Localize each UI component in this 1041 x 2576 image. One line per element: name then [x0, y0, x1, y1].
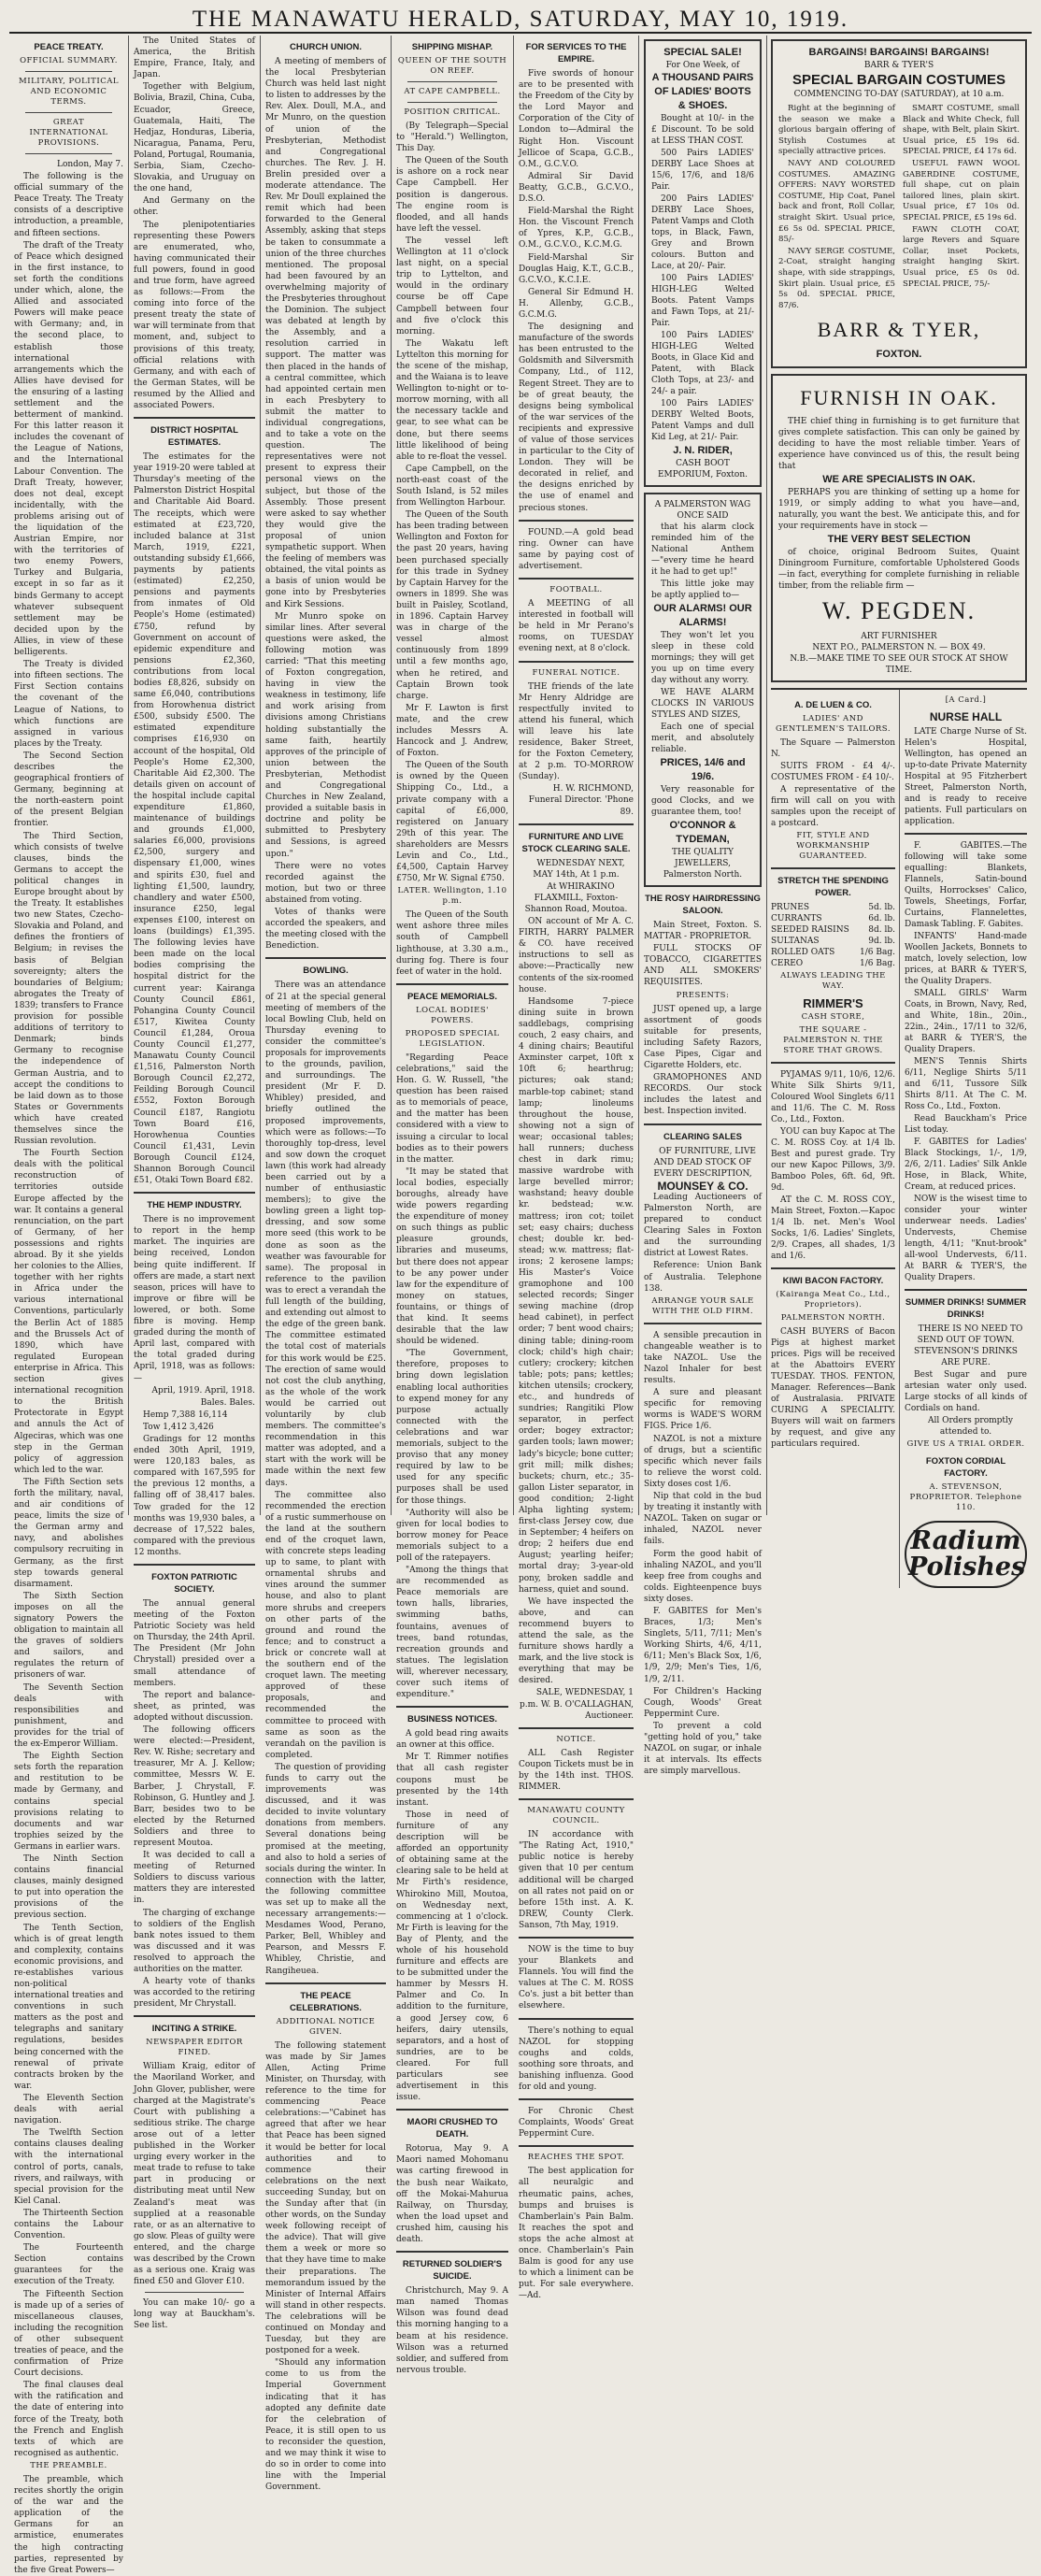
classified-notice: ALL Cash Register Coupon Tickets must be in by the 14th inst. THOS. RIMMER. [519, 1748, 634, 1793]
paragraph: Field-Marshal Sir Douglas Haig, K.T., G.C.B., G.C.V.O., K.C.I.E. [519, 252, 634, 285]
small-ads-left [771, 690, 899, 1588]
signature: SALE, WEDNESDAY, 1 p.m. W. B. O'CALLAGHAN, Auctioneer. [519, 1688, 634, 1721]
divider [134, 417, 255, 419]
ad-headline: NURSE HALL [929, 710, 1003, 724]
paragraph: General Sir Edmund H. H. Allenby, G.C.B., G.C.M.G. [519, 287, 634, 320]
signature: H. W. RICHMOND, Funeral Director. 'Phone 89. [528, 784, 634, 817]
ad-text: 500 Pairs LADIES' DERBY Lace Shoes at 15/6, 17/6, and 18/6 Pair. [651, 149, 754, 192]
paragraph: You can make 10/- go a long way at Bauckham's. See list. [134, 2298, 255, 2331]
article-subhead: LATER. Wellington, 1.10 p.m. [397, 886, 507, 907]
ad-text: This little joke may be aptly applied to— [651, 580, 754, 600]
ad-text: LATE Charge Nurse of St. Helen's Hospital, Wellington, has opened an up-to-date Private Maternity Hospital at 95 Fitzherbert Street, Palmerston North, and is ready to receive patients. Full particulars on application. [905, 727, 1027, 827]
ad-headline: RIMMER'S [803, 996, 863, 1011]
ad-text: They won't let you sleep in these cold mornings; they will get you up on time every day without any worry. [651, 631, 754, 685]
paragraph: Mr Munro spoke on similar lines. After several questions were asked, the following motion was carried: "That this meeting of Foxton congregation, having in view the weakness in testimony, life and work arising from divisions among Christians holding substantially the same faith, heartily approves of the principle of union between the Presbyterian, Methodist and Congregational Churches in New Zealand, provided a suitable basis in doctrine and polity be submitted to Presbytery and Sessions, is agreed upon." [265, 611, 386, 859]
masthead: THE MANAWATU HERALD, SATURDAY, MAY 10, 1919. [9, 6, 1032, 34]
column-five [514, 36, 639, 2301]
column-six [639, 36, 767, 1777]
article-subhead: OFFICIAL SUMMARY. [20, 56, 118, 65]
classified-notice: The best application for all neuralgic and rheumatic pains, aches, bumps and bruises is Chamberlain's Pain Balm. It reaches the spot and stops the ache almost at once. Chamberlain's Pain Balm is good for any use to which a liniment can be put. For sale everywhere.—Ad. [519, 2167, 634, 2301]
divider [407, 81, 497, 82]
paragraph: The Eighth Section sets forth the reparation and restitution to be made by Germany, and contains special provisions relating to documents and war trophies seized by the Germans in earlier wars. [14, 1752, 123, 1852]
ad-subhead: THE SQUARE - PALMERSTON N. THE STORE THAT GROWS. [783, 1025, 883, 1056]
ad-headline: FOXTON CORDIAL FACTORY. [925, 1456, 1006, 1480]
price-item: CURRANTS [771, 914, 822, 924]
article-subhead: PROPOSED SPECIAL LEGISLATION. [405, 1028, 500, 1049]
ad-text: Bought at 10/- in the £ Discount. To be sold at LESS THAN COST. [651, 114, 754, 146]
divider [519, 578, 634, 580]
column-container [9, 36, 1032, 2575]
price-row [771, 913, 895, 924]
paragraph: William Kraig, editor of the Maoriland Worker, and John Glover, publisher, were charged at the Magistrate's Court with publishing a seditious strike. The charge arose out of a letter published in the Worker urging every worker in the meat trade to refuse to take part in producing or distributing meat until New Zealand's meat was supplied at a reasonable rate, or as an alternative to go slow. Pleas of guilty were entered, and the charge was described by the Crown as a serious one. Kraig was fined £50 and Glover £10. [134, 2062, 255, 2287]
ad-subhead: [A Card.] [945, 695, 987, 706]
column-advertisements [767, 36, 1032, 1582]
price-row [771, 958, 895, 969]
advertisement-furnish-in-oak [771, 374, 1027, 682]
paragraph: Cape Campbell, on the north-east coast of the South Island, is 52 miles from Wellington Harbour. [396, 464, 508, 508]
ad-title: OUR ALARMS! OUR ALARMS! [653, 603, 752, 628]
ad-text: THE chief thing in furnishing is to get furniture that gives complete satisfaction. This can only be gained by deciding to have the most reliable timber. Years of experience have convinced us of this, the result being that [778, 417, 1020, 472]
paragraph: "Authority will also be given for local bodies to borrow money for Peace memorials subject to a poll of the ratepayers. [396, 1508, 508, 1563]
price-item: PRUNES [771, 903, 810, 913]
paragraph: The Fourth Section deals with the political reconstruction of territories outside Europe affected by the war. It contains a general renunciation, on the part of Germany, of her possessions and rights abroad. By it she yields her colonies to the Allies, together with her rights in Africa under the various international Conventions, particularly the Berlin Act of 1885 and the Brussels Act of 1890, which have regulated European enterprise in Africa. This section gives international recognition to the British Protectorate in Egypt and annuls the Act of Algeciras, which was one step in the German policy of aggression which led to the war. [14, 1149, 123, 1475]
paragraph: The Sixth Section imposes on all the signatory Powers the obligation to maintain all the graves of soldiers and sailors, and regulates the return of prisoners of war. [14, 1591, 123, 1681]
ad-town: FOXTON. [876, 349, 922, 361]
article-subhead: ADDITIONAL NOTICE GIVEN. [276, 2016, 376, 2037]
paragraph: The preamble, which recites shortly the origin of the war and the application of the Germans for an armistice, enumerates the high contracting parties, represented by the five Great Powers— [14, 2474, 123, 2575]
article-headline: MAORI CRUSHED TO DEATH. [406, 2117, 498, 2140]
ad-headline: BARGAINS! BARGAINS! BARGAINS! [808, 47, 990, 58]
small-ads-split [771, 688, 1027, 1588]
ad-text: JUST opened up, a large assortment of goods suitable for presents, including Safety Razors, Case Pipes, Cigar and Cigarette Holders, etc. [644, 1004, 762, 1071]
ad-text: NAVY SERGE COSTUME, 2-Coat, straight hanging shape, with side strappings, Skirt plain. Usual price, £5 5s 0d. SPECIAL PRICE, 87/6. [778, 246, 895, 310]
paragraph: The Twelfth Section contains clauses dealing with the international control of ports, canals, rivers, and railways, with special provision for the Kiel Canal. [14, 2128, 123, 2206]
ad-subhead: ALWAYS LEADING THE WAY. [780, 971, 886, 992]
price-row [771, 947, 895, 958]
ad-subhead: ARRANGE YOUR SALE WITH THE OLD FIRM. [651, 1295, 754, 1316]
divider [134, 2015, 255, 2017]
paragraph: "Among the things that are recommended as Peace memorials are town halls, libraries, swimming baths, fountains, avenues of trees, band rotundas, recreation grounds and statues. The legislation will, wherever necessary, cover such items of expenditure." [396, 1566, 508, 1700]
classified-notice: NAZOL is not a mixture of drugs, but a scientific specific which never fails to relieve the worst cold. Sixty doses cost 1/6. [644, 1434, 762, 1489]
paragraph: The question of providing funds to carry out the improvements was discussed, and it was decided to invite voluntary donations from members. Several donations being promised at the meeting, and also to hold a series of socials during the winter. In connection with the latter, the following committee was set up to make all the necessary arrangements:—Mesdames Wood, Perano, Parker, Bell, Whibley and Pearson, and Messrs F. Whibley, Christie, and Rangiheuea. [265, 1762, 386, 1976]
ad-headline: KIWI BACON FACTORY. [782, 1276, 884, 1287]
ad-text: USEFUL FAWN WOOL GABERDINE COSTUME, full shape, cut on plain tailored lines, plain skirt. Usual price, £7 10s 0d. SPECIAL PRICE, £5 19s 6d. [903, 158, 1020, 222]
price-row [771, 936, 895, 947]
divider [771, 1062, 895, 1064]
ad-date: COMMENCING TO-DAY (SATURDAY), at 10 a.m. [793, 90, 1005, 99]
ad-headline: STRETCH THE SPENDING POWER. [777, 876, 889, 899]
ad-text: CASH BUYERS of Bacon Pigs at highest market prices. Pigs will be received at the Abattoirs EVERY TUESDAY. THOS. FENTON, Manager. References—Bank of Australasia. PRIVATE CURING A SPECIALITY. Buyers will wait on farmers by request, and give any particulars required. [771, 1327, 895, 1450]
ad-headline: SUMMER DRINKS! SUMMER DRINKS! [905, 1297, 1027, 1321]
paragraph: The Eleventh Section deals with aerial navigation. [14, 2093, 123, 2126]
ad-address: THE QUALITY JEWELLERS, Palmerston North. [663, 848, 743, 880]
paragraph: (By Telegraph—Special to "Herald.") Wellington, This Day. [396, 122, 508, 154]
table-header: April, 1919. April, 1918. [151, 1385, 255, 1395]
ad-note: N.B.—MAKE TIME TO SEE OUR STOCK AT SHOW TIME. [790, 654, 1008, 676]
paragraph: We have inspected the above, and can recommend buyers to attend the sale, as the furniture shows hardly a mark, and the live stock is everything that may be desired. [519, 1596, 634, 1686]
ad-text: For One Week, of [665, 61, 740, 70]
ad-text: 100 Pairs LADIES' HIGH-LEG Welted Boots. Patent Vamps and Fawn Tops, at 21/- Pair. [651, 274, 754, 328]
ad-advertiser: BARR & TYER, [817, 318, 981, 342]
classified-notice: F. GABITES for Ladies' Black Stockings, 1/-, 1/9, 2/6, 2/11. Ladies' Silk Ankle Hose, in Black, White, Cream, at reduced prices. [905, 1138, 1027, 1193]
paragraph: The Queen of the South is ashore on a rock near Cape Campbell. Her position is dangerous. The engine room is flooded, and all hands have left the vessel. [396, 156, 508, 234]
paragraph: There was an attendance of 21 at the special general meeting of members of the local Bowling Club, held on Thursday evening to consider the committee's proposals for improvements to the grounds, pavilion, and surroundings. The president (Mr F. D. Whibley) presided, and briefly outlined the proposed improvements, which were as follows:—To thoroughly top-dress, level and sow down the croquet lawn (this work had already been carried out by a number of enthusiastic members); to give the bowling green a light top-dressing, and sow some more seed (this work to be done as soon as the weather was favourable for same). The proposal in reference to the pavilion was to erect a verandah the full length of the building, and extending out almost to the edge of the green bank. The committee estimated the total cost of materials for this work would be £25. The erection of same would not cost the club anything, as the whole of the work would be carried out voluntarily by club members. The committee's recommendation in this matter was adopted, and a start with the work will be made within the next few days. [265, 980, 386, 1488]
ad-text: PERHAPS you are thinking of setting up a home for 1919, or simply adding to what you have—and, naturally, you want the best. We anticipate this, and for your requirements have in stock — [778, 488, 1020, 532]
paragraph: The Thirteenth Section contains the Labour Convention. [14, 2208, 123, 2241]
classified-notice: NOW is the wisest time to consider your winter underwear needs. Ladies' Undervests, Chemise length, 4/11; "Knut-brook" all-wool Undervests, 6/11. At BARR & TYER'S, the Quality Drapers. [905, 1195, 1027, 1283]
article-headline: FOR SERVICES TO THE EMPIRE. [525, 42, 627, 64]
paragraph: A meeting of members of the local Presbyterian Church was held last night to listen to addresses by the Rev. Alex. Doull, M.A., and Mr Munro, on the question of union of the Presbyterian, Methodist and Congregational churches. The Rev. J. H. Brelin presided over a moderate attendance. The Rev. Mr Doull explained the remit which had been forwarded to the General Assembly, asking that steps be taken to consummate a union of the three churches mentioned. The proposal had been favoured by an overwhelming majority of the Presbyteries throughout the Dominion. The subject was debated at length by the Assembly, and a resolution carried in support. The matter was then placed in the hands of a central committee, which had appointed certain men in each Presbytery to submit the matter to individual congregations, and to take a vote on the question. The representatives were not present to express their personal views on the subject, but those of the Assembly. Those present were asked to say whether they would give the proposal of union sympathetic support. When the feeling of members was obtained, the vital points as a basis of union would be gone into by Presbyteries and Kirk Sessions. [265, 57, 386, 609]
classified-notice: Nip that cold in the bud by treating it instantly with NAZOL. Taken on sugar or inhaled, NAZOL never fails. [644, 1492, 762, 1547]
paragraph: "Regarding Peace celebrations," said the Hon. G. W. Russell, "the question has been raised as to memorials of peace, and the matter has been considered with a view to issuing a circular to local bodies as to their powers in the matter. [396, 1052, 508, 1165]
paragraph: Five swords of honour are to be presented with the Freedom of the City by the Lord Mayor and Corporation of the City of London to—Admiral the Right Hon. Viscount Jellicoe of Scapa, G.C.B., O.M., G.C.V.O. [519, 69, 634, 169]
price-item: CEREO [771, 959, 804, 969]
paragraph: The Treaty is divided into fifteen sections. The First Section contains the covenant of the League of Nations, to which functions are assigned in various places by the Treaty. [14, 660, 123, 749]
divider [407, 102, 497, 103]
paragraph: Christchurch, May 9. A man named Thomas Wilson was found dead this morning hanging to a beam at his residence. Wilson was a returned soldier, and suffered from nervous trouble. [396, 2286, 508, 2375]
divider [25, 71, 112, 72]
article-headline: PEACE TREATY. [34, 42, 104, 52]
ad-address: CASH BOOT EMPORIUM, Foxton. [657, 459, 748, 479]
ad-subhead: A. STEVENSON, PROPRIETOR. Telephone 110. [909, 1482, 1022, 1513]
classified-notice: FOUND.—A gold bead ring. Owner can have same by paying cost of advertisement. [519, 527, 634, 571]
paragraph: Admiral Sir David Beatty, G.C.B., G.C.V.O., D.S.O. [519, 171, 634, 205]
price-item: SEEDED RAISINS [771, 925, 849, 936]
ad-advertiser: J. N. RIDER, [673, 445, 733, 456]
classified-notice: SMALL GIRLS' Warm Coats, in Brown, Navy, Red, and White, 18in., 20in., 22in., 24in., 17/11 to 32/6, at BARR & TYER'S, the Quality Drapers. [905, 989, 1027, 1055]
divider [25, 153, 112, 154]
divider [519, 823, 634, 825]
paragraph: The Queen of the South went ashore three miles south of Campbell lighthouse, at 3.30 a.m., during fog. There is four feet of water in the hold. [396, 910, 508, 977]
classified-notice: THE friends of the late Mr Henry Aldridge are respectfully invited to attend his funeral, which will leave his late residence, Baker Street, for the Foxton Cemetery, at 2 p.m. TO-MORROW (Sunday). [519, 681, 634, 782]
paragraph: The Fourteenth Section contains guarantees for the execution of the Treaty. [14, 2243, 123, 2287]
ad-subhead: PRESENTS: [676, 990, 730, 1000]
divider [265, 1982, 386, 1984]
classified-notice: F. GABITES for Men's Braces, 1/3; Men's Singlets, 5/11, 7/11; Men's Working Shirts, 4/6, 4/11, 6/11; Men's Black Sox, 1/6, 1/9, 2/9; Men's Ties, 1/6, 1/9, 2/11. [644, 1606, 762, 1684]
radium-polishes-logo: Radium Polishes [905, 1521, 1027, 1588]
ad-headline: A. DE LUEN & CO. [794, 700, 872, 711]
paragraph: Votes of thanks were accorded the speakers, and the meeting closed with the Benediction. [265, 908, 386, 952]
paragraph: The vessel left Wellington at 11 o'clock last night, on a special trip to Lyttelton, and would in the ordinary course be off Cape Campbell between four and five o'clock this morning. [396, 236, 508, 336]
paragraph: Mr T. Rimmer notifies that all cash register coupons must be presented by the 14th instant. [396, 1753, 508, 1808]
price-item: SULTANAS [771, 937, 820, 947]
paragraph: It was decided to call a meeting of Returned Soldiers to discuss various matters they are interested in. [134, 1851, 255, 1906]
paragraph: The following is the official summary of the Peace Treaty. The Treaty consists of a descriptive introduction, a preamble, and fifteen sections. [14, 172, 123, 238]
paragraph: The annual general meeting of the Foxton Patriotic Society was held on Thursday, the 24th April. The President (Mr John Chrystall) presided over a small attendance of members. [134, 1599, 255, 1688]
ad-headline: SPECIAL SALE! [663, 47, 742, 58]
ad-text: All Orders promptly attended to. [927, 1416, 1014, 1438]
article-headline: BOWLING. [303, 966, 349, 977]
ad-price: PRICES, 14/6 and 19/6. [660, 757, 746, 782]
ad-text: 100 Pairs LADIES' HIGH-LEG Welted Boots, in Glace Kid and Patent, with Black Cloth Tops, at 23/- and 24/- a pair. [651, 331, 754, 396]
notice-heading: FOOTBALL. [549, 585, 603, 595]
divider [519, 2098, 634, 2100]
ad-text: A representative of the firm will call on you with samples upon the receipt of a postcard. [771, 785, 895, 829]
classified-notice: A sensible precaution in changeable weather is to take NAZOL. Use the Nazol Inhaler for best results. [644, 1330, 762, 1386]
paragraph: The Fifteenth Section is made up of a series of miscellaneous clauses, including the recognition of other subsequent treaties of peace, and the confirmation of Prize Court decisions. [14, 2289, 123, 2379]
divider [396, 2251, 508, 2253]
divider [519, 661, 634, 663]
ad-text: 200 Pairs LADIES' DERBY Lace Shoes, Patent Vamps and Cloth tops, in Black, Fawn, Grey and Brown colours. Button and Lace, at 20/- Pair. [651, 194, 754, 271]
divider [519, 1798, 634, 1800]
ad-text: 100 Pairs LADIES' DERBY Welted Boots, Patent Vamps and dull Kid Leg, at 21/- Pair. [651, 399, 754, 442]
article-subhead: GREAT INTERNATIONAL PROVISIONS. [29, 118, 108, 148]
divider [519, 520, 634, 522]
paragraph: Gradings for 12 months ended 30th April, 1919, were 120,183 bales, as compared with 167,595 for the previous 12 months, a falling off of 38,417 bales. Tow graded for the 12 months was 19,930 bales, a decrease of 17,522 bales, compared with the previous 12 months. [134, 1434, 255, 1557]
column-four [392, 36, 514, 2375]
notice-heading: MANAWATU COUNTY COUNCIL. [527, 1806, 625, 1826]
ad-headline: A PALMERSTON WAG ONCE SAID [654, 500, 751, 521]
paragraph: Handsome 7-piece dining suite in brown saddlebags, comprising couch, 2 easy chairs, and 4 dining chairs; Beautiful Axminster carpet, 10ft x 10ft 6; hearthrug; pictures; oak stand; marble-top cabinet; stand lamp; linoleums throughout the house, showing not a sign of wear; occasional tables; hall runners; duchess chest in dark rimu; massive wardrobe with large bevelled mirror; washstand; heavy double kr. bedstead; w.w. mattress; iron cot; toilet set; easy chairs; duchess chest; double kr. bed-stead; w.w. mattress; flat-irons; 2 kerosene lamps; His Master's Voice gramophone and 100 selected records; Singer sewing machine (drop head cabinet), in perfect order; 7 bent wood chairs; dining table; dining-room clock; child's high chair; cutlery; crockery; kitchen table; pots; pans; kettles; kitchen utensils; crockery, etc., and hundreds of sundries; Rangitiki Plow separator, in perfect order; bogey extractor; garden tools; lawn mower; lady's bicycle; bone cutter; grit mill; milk dishes; buckets; churn, etc.; 35-gallon Lister separator, in good condition; 2-light Alpha lighting system; first-class Jersey cow, due in September; 4 heifers on drop; 2 heifers due end August; yearling heifer; mortal dray; 3-year-old pony, broken saddle and harness, quiet and sound. [519, 996, 634, 1595]
ad-title: SPECIAL BARGAIN COSTUMES [791, 72, 1006, 88]
paragraph: Those in need of furniture of any description will be afforded an opportunity of obtaining same at the clearing sale to be held at Mr Firth's residence, Whirokino Mill, Moutoa, on Wednesday next, commencing at 1 o'clock. Mr Firth is leaving for the Bay of Plenty, and the whole of his household furniture and effects are to be submitted under the hammer by Messrs H. Palmer and Co. In addition to the furniture, a good Jersey cow, 6 heifers, dairy utensils, separators, and a host of sundries, are to be cleared. For full particulars see advertisement in this issue. [396, 1810, 508, 2103]
ad-text: GRAMOPHONES AND RECORDS. Our stock includes the latest and best. Inspection invited. [644, 1073, 762, 1117]
ad-text: Very reasonable for good Clocks, and we guarantee them, too! [651, 785, 754, 817]
paragraph: The charging of exchange to soldiers of the English bank notes issued to them was discussed and it was resolved to approach the authorities on the matter. [134, 1908, 255, 1974]
sale-location: At WHIRAKINO FLAXMILL, Foxton-Shannon Road, Moutoa. [524, 881, 628, 914]
article-headline: DISTRICT HOSPITAL ESTIMATES. [150, 425, 238, 449]
paragraph: The Wakatu left Lyttelton this morning for the scene of the mishap, and the Waiana is to leave Wellington to-night or to-morrow morning, with all the necessary tackle and gear, to see what can be done, but there seems little likelihood of being able to re-float the vessel. [396, 338, 508, 462]
paragraph: There is no improvement to report in the hemp market. The inquiries are being received, London being quite indifferent. If offers are made, a start next season, prices will have to improve or fibre will be lowered, or both. Some fibre is moving. Hemp graded during the month of April last, compared with the total graded during April, 1918, was as follows:— [134, 1215, 255, 1383]
paragraph: The estimates for the year 1919-20 were tabled at Thursday's meeting of the Palmerston District Hospital and Charitable Aid Board. The receipts, which were estimated at £23,720, included balance at 31st March, 1919, £221, outstanding subsidy £1,666, payments by patients (estimated) £2,250, pensions and payments from inmates of Old People's Home (estimated) £750, refund by Government on account of epidemic expenditure and pensions £2,360, contributions from local bodies £8,826, subsidy on same £6,040, contributions from Horowhenua district £500, subsidy £500. The estimated expenditure comprises £16,930 on account of the hospital, Old People's Home £2,300, Charitable Aid £2,300. The details given on account of the hospital include capital expenditure £1,860, maintenance of buildings and grounds £1,000, salaries £6,000, provisions £2,500, surgery and dispensary £1,000, wines and spirits £30, fuel and lighting £1,500, laundry, chandlery and water £500, insurance £250, legal expenses £100, interest on loans (buildings) £1,395. The following levies have been made on the local bodies comprising the hospital district for the current year: Kairanga County Council £861, Pohangina County Council £517, Kiwitea County Council £1,284, Oroua County Council £1,277, Manawatu County Council £1,516, Palmerston North Borough Council £2,272, Feilding Borough Council £552, Foxton Borough Council £187, Rangiotu Town Board £16, Horowhenua Counties Council £1,431, Levin Borough Council £124, Shannon Borough Council £51, Otaki Town Board £82. [134, 452, 255, 1186]
article-headline: RETURNED SOLDIER'S SUICIDE. [402, 2259, 503, 2283]
advertisement-alarm-clocks [644, 493, 762, 887]
column-three [261, 36, 392, 2493]
ad-text: Right at the beginning of the season we make a glorious bargain offering of Stylish Costumes at specially attractive prices. [778, 104, 895, 157]
classified-notice: MEN'S Tennis Shirts 6/11, Neglige Shirts 5/11 and 6/11, Tussore Silk Shirts 8/11. At The C. M. Ross Co., Ltd., Foxton. [905, 1057, 1027, 1112]
ad-text: NAVY AND COLOURED COSTUMES. AMAZING OFFERS: NAVY WORSTED COSTUME, Hip Coat, Panel back and front, Roll Collar, straight Skirt. Usual price, £6 5s 0d. SPECIAL PRICE, 85/- [778, 158, 895, 245]
paragraph: There were no votes recorded against the motion, but two or three abstained from voting. [265, 861, 386, 905]
paragraph: The Second Section describes the geographical frontiers of Germany, beginning at the north-eastern point of the present Belgian frontier. [14, 751, 123, 829]
ad-text: Main Street, Foxton. S. MATTAR - PROPRIETOR. [644, 921, 762, 942]
divider [771, 1267, 895, 1269]
paragraph: Rotorua, May 9. A Maori named Mohomanu was carting firewood in the bush near Waikato, off the Mokai-Mahurua Railway, on Thursday, when the load upset and crushed him, causing his death. [396, 2144, 508, 2245]
ad-text: SUITS FROM - £4 4/-. COSTUMES FROM - £4 10/-. [771, 762, 895, 783]
advertisement-rider-boots [644, 39, 762, 487]
classified-notice: AT the C. M. ROSS COY., Main Street, Foxton.—Kapoc 1/4 lb. net. Men's Wool Socks, 1/6. Ladies' Singlets, 2/9. Crapes, all shades, 1/3 and 1/6. [771, 1195, 895, 1262]
paragraph: Mr F. Lawton is first mate, and the crew includes Messrs A. Hancock and J. Andrew, of Foxton. [396, 703, 508, 759]
ad-headline: FURNISH IN OAK. [800, 386, 998, 410]
paragraph: "It may be stated that local bodies, especially boroughs, already have wide powers regarding the expenditure of money on such things as public pleasure grounds, libraries and museums, but there does not appear to be any power under law for the expenditure of money on statues, fountains, or things of that kind. It seems desirable that the law should be widened. [396, 1166, 508, 1347]
divider [519, 2018, 634, 2020]
divider [25, 112, 112, 113]
article-subhead: POSITION CRITICAL. [404, 107, 501, 117]
article-subhead: LOCAL BODIES' POWERS. [415, 1005, 489, 1025]
paragraph: "Should any information come to us from the Imperial Government indicating that it has adopted any definite date for the celebration of Peace, it is still open to us to reconsider the question, and we may think it wise to do so in order to come into line with the Imperial Government. [265, 2358, 386, 2493]
ad-text: Best Sugar and pure artesian water only used. Large stocks of all kinds of Cordials on hand. [905, 1370, 1027, 1414]
notice-heading: NOTICE. [556, 1734, 596, 1744]
notice-heading: REACHES THE SPOT. [527, 2153, 625, 2163]
ad-text: Leading Auctioneers of Palmerston North, are prepared to conduct Clearing Sales in Foxton and the surrounding district at Lowest Rates. [644, 1192, 762, 1259]
paragraph: The final clauses deal with the ratification and the date of entering into force of the Treaty, both the French and English texts of which are recognised as authentic. [14, 2381, 123, 2458]
classified-notice: There's nothing to equal NAZOL for stopping coughs and colds, soothing sore throats, and banishing influenza. Good for old and young. [519, 2025, 634, 2092]
price-row [771, 924, 895, 936]
ad-advertiser: MOUNSEY & CO. [657, 1179, 749, 1193]
classified-notice: IN accordance with "The Rating Act, 1910," public notice is hereby given that 10 per centum additional will be charged on all rates not paid on or before 15th inst. A. K. DREW, County Clerk. Sanson, 7th May, 1919. [519, 1830, 634, 1930]
column-peace-treaty [9, 36, 129, 2575]
divider [134, 1564, 255, 1566]
ad-text: OF FURNITURE, LIVE AND DEAD STOCK OF EVERY DESCRIPTION, [653, 1146, 756, 1179]
classified-notice: F. GABITES.—The following will take some equalling: Blankets, Flannels, Satin-bound Quilts, Horrockses' Calico, Towels, Sheetings, Forfar, Curtains, Flannelettes, Damask Tabling. F. Gabites. [905, 841, 1027, 930]
article-subhead: NEWSPAPER EDITOR FINED. [146, 2038, 243, 2058]
paragraph: The Queen of the South has been trading between Wellington and Foxton for the past 20 years, having been purchased specially for this trade in Sydney by Captain Harvey for the owners in 1899. She was built in Paisley, Scotland, in 1896. Captain Harvey was in charge of the vessel almost continuously from 1899 until a few months ago, when he retired, and Captain Brown took charge. [396, 510, 508, 701]
article-headline: FOXTON PATRIOTIC SOCIETY. [151, 1572, 237, 1595]
classified-notice: INFANTS' Hand-made Woollen Jackets, Bonnets to match, lovely selection, low prices, at BARR & TYER'S, the Quality Drapers. [905, 932, 1027, 987]
divider [134, 1192, 255, 1194]
dateline: London, May 7. [56, 160, 123, 169]
ad-subhead: LADIES' AND GENTLEMEN'S TAILORS. [775, 714, 891, 735]
article-headline: THE PEACE CELEBRATIONS. [290, 1990, 362, 2013]
paragraph: The Queen of the South is owned by the Queen Shipping Co., Ltd., a private company with a capital of £6,000, registered on January 29th of this year. The shareholders are Messrs Levin and Co., Ltd., £4,500, Captain Harvey £750, Mr W. Signal £750. [396, 761, 508, 884]
ad-headline: CLEARING SALES [663, 1131, 742, 1142]
price-value: 9d. lb. [868, 937, 895, 947]
divider [519, 2145, 634, 2147]
ad-right [903, 104, 1020, 312]
ad-text: FAWN CLOTH COAT, large Revers and Square Collar, inset Pockets, straight hanging Skirt. Usual price, £5 0s 0d. SPECIAL PRICE, 75/- [903, 224, 1020, 289]
paragraph: The Third Section, which consists of twelve clauses, binds the Germans to accept the political changes in Europe brought about by the Treaty. It establishes two new States, Czecho-Slovakia and Poland, and defines the frontiers of Belgium; in revises the basis of Belgian sovereignty; alters the boundaries of Belgium; abrogates the Treaty of 1839; transfers to France provision for possible additions of territory to Denmark; binds Germany to recognise the independence of German Austria, and to accept the conditions to be laid down as to those States or Governments which have created themselves since the Russian revolution. [14, 831, 123, 1147]
classified-notice: To prevent a cold "getting hold of you," take NAZOL on sugar, or inhale it at intervals. Its effects are simply marvellous. [644, 1721, 762, 1777]
ad-text: of choice, original Bedroom Suites, Quaint Diningroom Furniture, comfortable Upholstered Goods—in fact, everything for complete furnishing in reliable timber, from the reliable firm — [778, 548, 1020, 592]
sale-date: WEDNESDAY NEXT, MAY 14th, At 1 p.m. [533, 858, 625, 880]
divider [519, 1937, 634, 1939]
classified-notice: For Children's Hacking Cough, Woods' Great Peppermint Cure. [644, 1686, 762, 1719]
ad-text: FULL STOCKS OF TOBACCO, CIGARETTES AND ALL SMOKERS' REQUISITES. [644, 944, 762, 988]
ad-title: THE VERY BEST SELECTION [827, 534, 971, 546]
ad-text: Each one of special merit, and absolutely reliable. [651, 723, 754, 754]
classified-notice: A MEETING of all interested in football will be held in Mr Perano's rooms, on TUESDAY evening next, at 8 o'clock. [519, 599, 634, 654]
price-value: 1/6 Bag. [860, 948, 895, 958]
price-value: 8d. lb. [868, 925, 895, 936]
classified-notice: Read Bauckham's Price List today. [905, 1114, 1027, 1136]
paragraph: The Ninth Section contains financial clauses, mainly designed to put into operation the provisions of the previous section. [14, 1853, 123, 1921]
paragraph: The committee also recommended the erection of a rustic summerhouse on the land at the southern end of the croquet lawn, with concrete steps leading up to same, to plant with ornamental shrubs and vines around the summer house, and also to plant more shrubs and creepers on other parts of the ground and round the fence; and to construct a brick or concrete wall at the southern end of the croquet lawn. The meeting approved of these proposals, and recommended the committee to proceed with same as soon as the verandah on the pavilion is completed. [265, 1490, 386, 1760]
paragraph: The United States of America, the British Empire, France, Italy, and Japan. [134, 36, 255, 80]
divider [644, 1123, 762, 1125]
ad-subhead: FIT, STYLE AND WORKMANSHIP GUARANTEED. [796, 831, 870, 862]
ad-subhead: ART FURNISHER [861, 632, 937, 642]
paragraph: The Tenth Section, which is of great length and complexity, contains economic provisions, and re-establishes various non-political international treaties and conventions in such matters as the post and telegraphs and sanitary regulations, besides being concerned with the renewal of private contracts broken by the war. [14, 1923, 123, 2091]
ad-headline: THE ROSY HAIRDRESSING SALOON. [645, 894, 761, 916]
small-ads-right [899, 690, 1027, 1588]
notice-heading: FURNITURE AND LIVE STOCK CLEARING SALE. [521, 831, 631, 854]
ad-two-column [778, 104, 1020, 312]
price-item: ROLLED OATS [771, 948, 835, 958]
divider [396, 1706, 508, 1708]
advertisement-barr-tyer [771, 39, 1027, 368]
paragraph: Field-Marshal the Right Hon. the Viscount French of Ypres, K.P., G.C.B., O.M., G.C.V.O., K.C.M.G. [519, 207, 634, 250]
classified-notice: NOW is the time to buy your Blankets and Flannels. You will find the values at The C. M. ROSS Co's. just a bit better than elsewhere. [519, 1944, 634, 2011]
ad-advertiser: O'CONNOR & TYDEMAN, [669, 820, 736, 845]
article-subhead: MILITARY, POLITICAL AND ECONOMIC TERMS. [19, 77, 119, 107]
divider [519, 1727, 634, 1729]
table-row: Hemp 7,388 16,114 [143, 1410, 228, 1420]
divider [771, 867, 895, 869]
price-value: 6d. lb. [868, 914, 895, 924]
table-row: Tow 1,412 3,426 [143, 1422, 214, 1432]
ad-left [778, 104, 895, 312]
paragraph: The Seventh Section deals with responsibilities and punishment, and provides for the trial of the ex-Emperor William. [14, 1682, 123, 1750]
paragraph: "The Government, therefore, proposes to bring down legislation enabling local authorities to expend money for any purpose actually connected with the celebrations and war memorials, subject to the proviso that any money required by law to be used for any specific purposes shall be used for those things. [396, 1349, 508, 1506]
ad-subhead: CASH STORE, [801, 1012, 865, 1023]
classified-notice: For Chronic Chest Complaints, Woods' Great Peppermint Cure. [519, 2107, 634, 2140]
divider [265, 957, 386, 959]
paragraph: The plenipotentiaries representing these Powers are enumerated, who, having communicated their full powers, found in good and true form, have agreed as follows:—From the coming into force of the present treaty the state of war will terminate from that moment, and, subject to provisions of this treaty, official relations with Germany, and with each of the German States, will be resumed by the Allied and associated Powers. [134, 220, 255, 410]
paragraph: And Germany on the other. [134, 196, 255, 218]
article-headline: PEACE MEMORIALS. [406, 991, 498, 1002]
ad-title: A THOUSAND PAIRS OF LADIES' BOOTS & SHOES. [651, 72, 754, 111]
paragraph: The Fifth Section sets forth the military, naval, and air conditions of peace, limits the size of the German army and navy, and abolishes compulsory recruiting in Germany, as the first step towards general disarmament. [14, 1477, 123, 1589]
price-row [771, 902, 895, 913]
divider [905, 1289, 1027, 1291]
paragraph: A hearty vote of thanks was accorded to the retiring president, Mr Chrystall. [134, 1977, 255, 2010]
classified-notice: A sure and pleasant specific for removing worms is WADE'S WORM FIGS. Price 1/6. [644, 1388, 762, 1432]
table-header: Bales. Bales. [200, 1397, 255, 1408]
paragraph: The following officers were elected:—President, Rev. W. Rishe; secretary and treasurer, Mr A. J. Kellow; committee, Messrs W. E. Barber, J. Chrystall, F. Robinson, G. Huntley and J. Barr, besides two to be elected by the Returned Soldiers and three to represent Moutoa. [134, 1725, 255, 1848]
ad-text: THERE IS NO NEED TO SEND OUT OF TOWN. STEVENSON'S DRINKS ARE PURE. [914, 1324, 1023, 1368]
paragraph: The report and balance-sheet, as printed, was adopted without discussion. [134, 1690, 255, 1723]
price-value: 1/6 Bag. [860, 959, 895, 969]
paragraph: The draft of the Treaty of Peace which designed in the first instance, to set forth the conditions under which, alone, the Allied and associated Powers will make peace with Germany; and, in the second place, to establish those international arrangements which the Allies have devised for the ensuring of a lasting settlement and the betterment of mankind. For this latter reason it includes the covenant of the League of Nations, and the International Labour Convention. The Draft Treaty, however, does not deal, except incidentally, with the problems arising out of the liquidation of the Austrian Empire, nor with the territories of two enemy Powers, Turkey and Bulgaria, except in so far as it binds Germany to accept whatever subsequent settlement may be decided upon by the Allies, in view of these belligerents. [14, 240, 123, 658]
divider [396, 2109, 508, 2111]
divider [905, 833, 1027, 835]
article-headline: SHIPPING MISHAP. [411, 42, 493, 52]
article-headline: CHURCH UNION. [289, 42, 363, 52]
ad-text: The Square — Palmerston N. [771, 738, 895, 760]
paragraph: The designing and manufacture of the swords has been entrusted to the Goldsmith and Silversmith Company, Ltd., of 112, Regent Street. They are to be of great beauty, the designs being symbolical of the war services of the recipients and expressive of value of those services in particular to the City of London. They will be decorated in relief, and the designs enriched by the use of enamel and precious stones. [519, 322, 634, 513]
paragraph: ON account of Mr A. C. FIRTH, HARRY PALMER & CO. have received instructions to sell as above:—Practically new contents of the six-roomed house. [519, 917, 634, 995]
notice-heading: FUNERAL NOTICE. [532, 667, 620, 678]
price-value: 5d. lb. [868, 903, 895, 913]
article-subhead: AT CAPE CAMPBELL. [404, 87, 501, 96]
ad-title: WE ARE SPECIALISTS IN OAK. [822, 474, 976, 486]
ad-subhead: PALMERSTON NORTH. [780, 1313, 886, 1324]
article-subhead: QUEEN OF THE SOUTH ON REEF. [397, 56, 507, 76]
ad-subhead: GIVE US A TRIAL ORDER. [906, 1439, 1025, 1450]
ad-subhead: (Kairanga Meat Co., Ltd., Proprietors). [776, 1290, 891, 1310]
classified-notice: YOU can buy Kapoc at The C. M. ROSS Coy. at 1/4 lb. Best and purest grade. Try our new Kapoc Pillows, 3/9. Bamboo Poles, 6ft. 6d, 9ft. 9d. [771, 1127, 895, 1194]
column-two [129, 36, 261, 2331]
paragraph: A gold bead ring awaits an owner at this office. [396, 1729, 508, 1751]
paragraph: The following statement was made by Sir James Allen, Acting Prime Minister, on Thursday, with reference to the time for commencing Peace celebrations:—"Cabinet has agreed that after we hear that Peace has been signed it would be better for local authorities and to commence their celebrations on the next succeeding Sunday, but on the Sunday after that (in other words, on the Sunday week following receipt of the advice). That will give them a week or more so that they have time to make their preparations. The memorandum issued by the Minister of Internal Affairs will stand in other respects. The celebrations will be continued on Monday and Tuesday, but they are postponed for a week. [265, 2040, 386, 2356]
ad-text: SMART COSTUME, small Black and White Check, full shape, with Belt, plain Skirt. Usual price, £5 19s 6d. SPECIAL PRICE, £4 17s 6d. [903, 104, 1020, 157]
article-headline: BUSINESS NOTICES. [406, 1714, 498, 1725]
divider [145, 2292, 244, 2293]
ad-advertiser: W. PEGDEN. [821, 597, 977, 625]
article-subhead: THE PREAMBLE. [30, 2460, 107, 2470]
divider [644, 1323, 762, 1324]
ad-address: NEXT P.O., PALMERSTON N. — BOX 49. [812, 643, 986, 653]
ad-text: that his alarm clock reminded him of the National Anthem—"every time he heard it he had to get up!" [651, 522, 754, 577]
divider [396, 983, 508, 985]
ad-text: Reference: Union Bank of Australia. Telephone 138. [644, 1261, 762, 1294]
paragraph: Together with Belgium, Bolivia, Brazil, China, Cuba, Ecuador, Greece, Guatemala, Haiti, The Hedjaz, Honduras, Liberia, Nicaragua, Panama, Peru, Poland, Portugal, Roumania, Serbia, Siam, Czecho-Slovakia, and Uruguay on the one hand, [134, 82, 255, 194]
ad-subhead: BARR & TYER'S [863, 61, 934, 70]
article-headline: THE HEMP INDUSTRY. [147, 1200, 242, 1211]
classified-notice: Form the good habit of inhaling NAZOL, and you'll keep free from coughs and colds. Eighteenpence buys sixty doses. [644, 1549, 762, 1604]
article-headline: INCITING A STRIKE. [151, 2024, 237, 2035]
classified-notice: PYJAMAS 9/11, 10/6, 12/6. White Silk Shirts 9/11, Coloured Wool Singlets 6/11 and 11/6. The C. M. Ross Co., Ltd., Foxton. [771, 1070, 895, 1125]
ad-text: WE HAVE ALARM CLOCKS IN VARIOUS STYLES AND SIZES, [651, 688, 754, 720]
